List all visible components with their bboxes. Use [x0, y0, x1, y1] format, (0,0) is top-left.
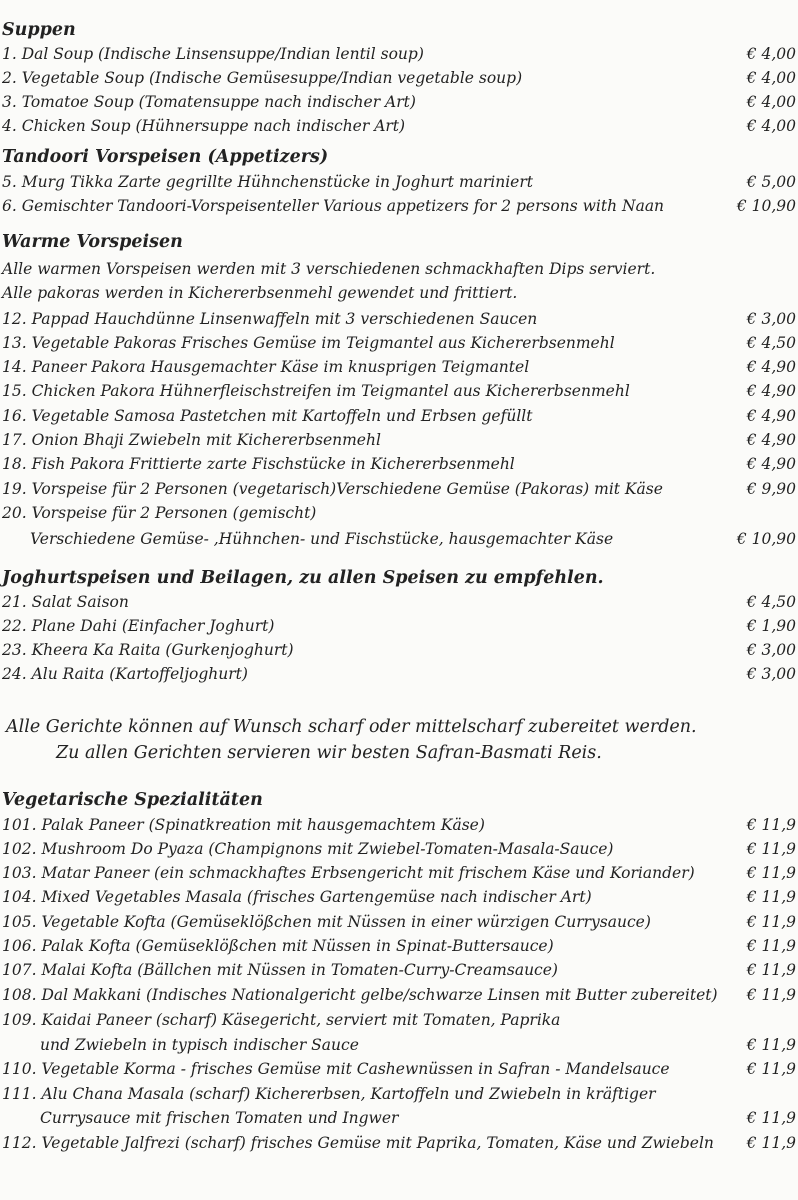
menu-item: 107. Malai Kofta (Bällchen mit Nüssen in Tomaten-Curry-Creamsauce) € 11,9: [2, 961, 796, 979]
menu-item: 18. Fish Pakora Frittierte zarte Fischstücke in Kichererbsenmehl € 4,90: [2, 455, 796, 473]
section-heading-warme-vorspeisen: Warme Vorspeisen: [2, 232, 183, 252]
section-heading-suppen: Suppen: [2, 20, 76, 40]
section-heading-vegetarisch: Vegetarische Spezialitäten: [2, 790, 263, 810]
menu-item: 22. Plane Dahi (Einfacher Joghurt) € 1,90: [2, 617, 796, 635]
menu-item: 4. Chicken Soup (Hühnersuppe nach indischer Art) € 4,00: [2, 117, 796, 135]
notice-spice-level: Alle Gerichte können auf Wunsch scharf oder mittelscharf zubereitet werden.: [6, 717, 697, 737]
menu-item: 6. Gemischter Tandoori-Vorspeisenteller Various appetizers for 2 persons with Naan € 10,90: [2, 197, 796, 215]
menu-item: 104. Mixed Vegetables Masala (frisches Gartengemüse nach indischer Art) € 11,9: [2, 888, 796, 906]
menu-item: 20. Vorspeise für 2 Personen (gemischt): [2, 504, 317, 522]
menu-item: 111. Alu Chana Masala (scharf) Kichererbsen, Kartoffeln und Zwiebeln in kräftiger: [2, 1085, 656, 1103]
section-note: Alle pakoras werden in Kichererbsenmehl gewendet und frittiert.: [2, 284, 518, 302]
menu-item: 15. Chicken Pakora Hühnerfleischstreifen im Teigmantel aus Kichererbsenmehl € 4,90: [2, 382, 796, 400]
menu-item: 3. Tomatoe Soup (Tomatensuppe nach indischer Art) € 4,00: [2, 93, 796, 111]
menu-item: 21. Salat Saison € 4,50: [2, 593, 796, 611]
section-heading-joghurt: Joghurtspeisen und Beilagen, zu allen Speisen zu empfehlen.: [2, 568, 604, 588]
menu-item: 110. Vegetable Korma - frisches Gemüse mit Cashewnüssen in Safran - Mandelsauce € 11,9: [2, 1060, 796, 1078]
menu-item: 16. Vegetable Samosa Pastetchen mit Kartoffeln und Erbsen gefüllt € 4,90: [2, 407, 796, 425]
menu-item: 1. Dal Soup (Indische Linsensuppe/Indian lentil soup) € 4,00: [2, 45, 796, 63]
menu-item: 112. Vegetable Jalfrezi (scharf) frisches Gemüse mit Paprika, Tomaten, Käse und Zwiebeln € 11,9: [2, 1134, 796, 1152]
menu-item: 5. Murg Tikka Zarte gegrillte Hühnchenstücke in Joghurt mariniert € 5,00: [2, 173, 796, 191]
menu-item: 105. Vegetable Kofta (Gemüseklößchen mit Nüssen in einer würzigen Currysauce) € 11,9: [2, 913, 796, 931]
menu-item: 101. Palak Paneer (Spinatkreation mit hausgemachtem Käse) € 11,9: [2, 816, 796, 834]
menu-item: 12. Pappad Hauchdünne Linsenwaffeln mit 3 verschiedenen Saucen € 3,00: [2, 310, 796, 328]
menu-item: 17. Onion Bhaji Zwiebeln mit Kichererbsenmehl € 4,90: [2, 431, 796, 449]
menu-item: 19. Vorspeise für 2 Personen (vegetarisch)Verschiedene Gemüse (Pakoras) mit Käse € 9,90: [2, 480, 796, 498]
menu-item-continuation: Currysauce mit frischen Tomaten und Ingwer € 11,9: [40, 1109, 796, 1127]
notice-rice: Zu allen Gerichten servieren wir besten Safran-Basmati Reis.: [56, 743, 602, 763]
menu-item: 2. Vegetable Soup (Indische Gemüsesuppe/Indian vegetable soup) € 4,00: [2, 69, 796, 87]
menu-item-continuation: und Zwiebeln in typisch indischer Sauce € 11,9: [40, 1036, 796, 1054]
menu-item: 23. Kheera Ka Raita (Gurkenjoghurt) € 3,00: [2, 641, 796, 659]
menu-item: 108. Dal Makkani (Indisches Nationalgericht gelbe/schwarze Linsen mit Butter zubereitet) € 11,9: [2, 986, 796, 1004]
menu-item: 103. Matar Paneer (ein schmackhaftes Erbsengericht mit frischem Käse und Koriander) € 11,9: [2, 864, 796, 882]
menu-item: 102. Mushroom Do Pyaza (Champignons mit Zwiebel-Tomaten-Masala-Sauce) € 11,9: [2, 840, 796, 858]
menu-item-continuation: Verschiedene Gemüse- ,Hühnchen- und Fischstücke, hausgemachter Käse € 10,90: [30, 530, 796, 548]
menu-item: 24. Alu Raita (Kartoffeljoghurt) € 3,00: [2, 665, 796, 683]
menu-item: 109. Kaidai Paneer (scharf) Käsegericht, serviert mit Tomaten, Paprika: [2, 1011, 561, 1029]
menu-item: 106. Palak Kofta (Gemüseklößchen mit Nüssen in Spinat-Buttersauce) € 11,9: [2, 937, 796, 955]
menu-item: 14. Paneer Pakora Hausgemachter Käse im knusprigen Teigmantel € 4,90: [2, 358, 796, 376]
menu-item: 13. Vegetable Pakoras Frisches Gemüse im Teigmantel aus Kichererbsenmehl € 4,50: [2, 334, 796, 352]
section-heading-tandoori: Tandoori Vorspeisen (Appetizers): [2, 147, 329, 167]
section-note: Alle warmen Vorspeisen werden mit 3 verschiedenen schmackhaften Dips serviert.: [2, 260, 656, 278]
